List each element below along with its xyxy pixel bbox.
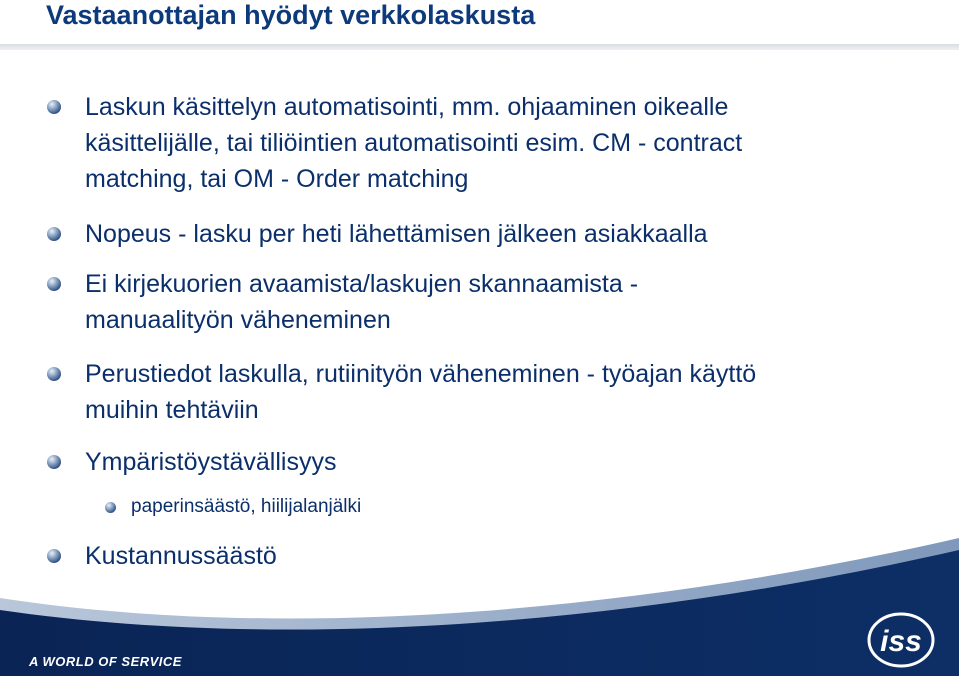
bullet-text: Kustannussäästö (85, 542, 277, 570)
iss-logo-icon (866, 611, 936, 669)
bullet-dot-icon (47, 100, 61, 114)
bullet-dot-icon (47, 277, 61, 291)
bullet-dot-icon (105, 502, 116, 513)
bullet-text: muihin tehtäviin (85, 396, 259, 424)
bullet-text: Perustiedot laskulla, rutiinityön väheneminen - työajan käyttö (85, 360, 757, 388)
footer-wave (0, 520, 959, 676)
bullet-dot-icon (47, 367, 61, 381)
bullet-dot-icon (47, 227, 61, 241)
bullet-text: Ei kirjekuorien avaamista/laskujen skannaamista - (85, 270, 639, 298)
bullet-text: matching, tai OM - Order matching (85, 165, 469, 193)
bullet-text: Laskun käsittelyn automatisointi, mm. ohjaaminen oikealle (85, 93, 729, 121)
title-divider (0, 44, 959, 50)
footer-tagline: A WORLD OF SERVICE (29, 654, 182, 669)
bullet-text: Nopeus - lasku per heti lähettämisen jälkeen asiakkaalla (85, 220, 708, 248)
bullet-text: Ympäristöystävällisyys (85, 448, 337, 476)
svg-text:iss: iss (880, 625, 922, 658)
bullet-dot-icon (47, 455, 61, 469)
bullet-text: manuaalityön väheneminen (85, 306, 391, 334)
bullet-text: käsittelijälle, tai tiliöintien automatisointi esim. CM - contract (85, 129, 743, 157)
bullet-text: paperinsäästö, hiilijalanjälki (131, 496, 362, 517)
slide-title: Vastaanottajan hyödyt verkkolaskusta (46, 0, 536, 30)
